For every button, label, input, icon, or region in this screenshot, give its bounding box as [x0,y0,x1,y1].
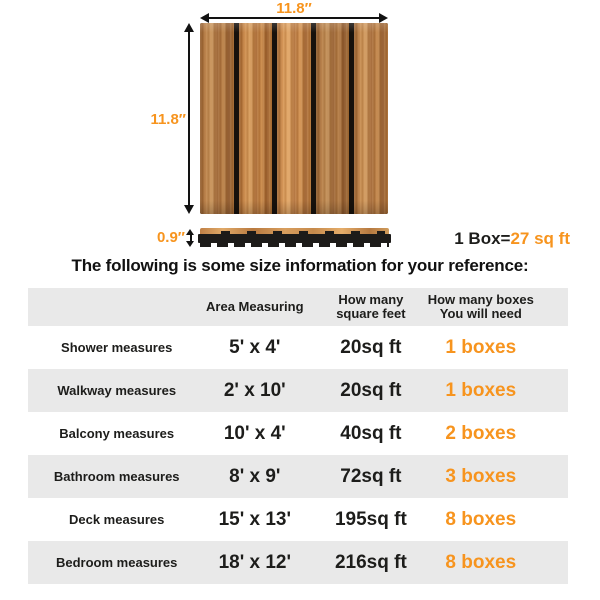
row-sqft: 20sq ft [340,336,402,358]
tile-width-label: 11.8″ [276,0,312,17]
row-area: 15' x 13' [218,508,291,530]
row-label: Bedroom measures [56,555,178,570]
table-row [28,455,568,498]
arrow-up-head-icon [186,229,194,235]
arrow-left-head-icon [200,13,209,23]
arrow-up-head-icon [184,23,194,32]
table-row [28,412,568,455]
side-view-plastic-base [198,234,391,243]
row-boxes: 1 boxes [445,379,517,401]
table-row [28,541,568,584]
box-coverage-value: 27 sq ft [510,229,570,248]
tile-height-label: 11.8″ [150,111,186,128]
row-area: 10' x 4' [223,422,286,444]
row-boxes: 3 boxes [445,465,517,487]
table-row [28,369,568,412]
row-label: Bathroom measures [53,469,180,484]
row-boxes: 2 boxes [445,422,517,444]
arrow-down-head-icon [186,241,194,247]
row-label: Walkway measures [57,383,177,398]
row-boxes: 8 boxes [445,508,517,530]
box-coverage-note [454,229,570,249]
row-sqft: 216sq ft [334,551,407,573]
size-reference-table [28,288,568,584]
row-sqft: 195sq ft [334,508,407,530]
row-area: 2' x 10' [223,379,286,401]
row-label: Balcony measures [59,426,175,441]
thickness-dimension-arrow [186,229,196,247]
table-header-row [28,288,568,326]
header-line: square feet [336,306,406,321]
deck-tile-side-view [198,228,391,248]
row-area: 8' x 9' [229,465,281,487]
arrow-line [207,17,381,19]
row-sqft: 40sq ft [340,422,402,444]
row-label: Deck measures [68,512,165,527]
header-line: How many boxes [427,291,534,307]
row-area: 5' x 4' [229,336,281,358]
header-line: Area Measuring [206,298,304,314]
header-area-measuring [195,288,314,326]
tile-lighting-overlay [200,23,388,214]
row-sqft: 20sq ft [340,379,402,401]
table-row [28,498,568,541]
row-sqft: 72sq ft [340,465,402,487]
arrow-right-head-icon [379,13,388,23]
tile-thickness-label: 0.9″ [156,229,185,246]
section-heading: The following is some size information for your reference: [71,256,529,275]
row-boxes: 8 boxes [445,551,517,573]
arrow-line [188,30,190,207]
width-dimension-arrow [200,13,388,23]
table-row [28,326,568,369]
header-square-feet [314,288,427,326]
arrow-down-head-icon [184,205,194,214]
row-area: 18' x 12' [218,551,291,573]
row-label: Shower measures [61,340,173,355]
height-dimension-arrow [184,23,194,214]
deck-tile-top-view [200,23,388,214]
header-line: How many [338,291,404,307]
header-boxes-needed [428,288,568,326]
header-line: You will need [439,306,522,321]
header-empty [28,288,195,326]
row-boxes: 1 boxes [445,336,517,358]
box-coverage-prefix: 1 Box= [454,229,511,248]
